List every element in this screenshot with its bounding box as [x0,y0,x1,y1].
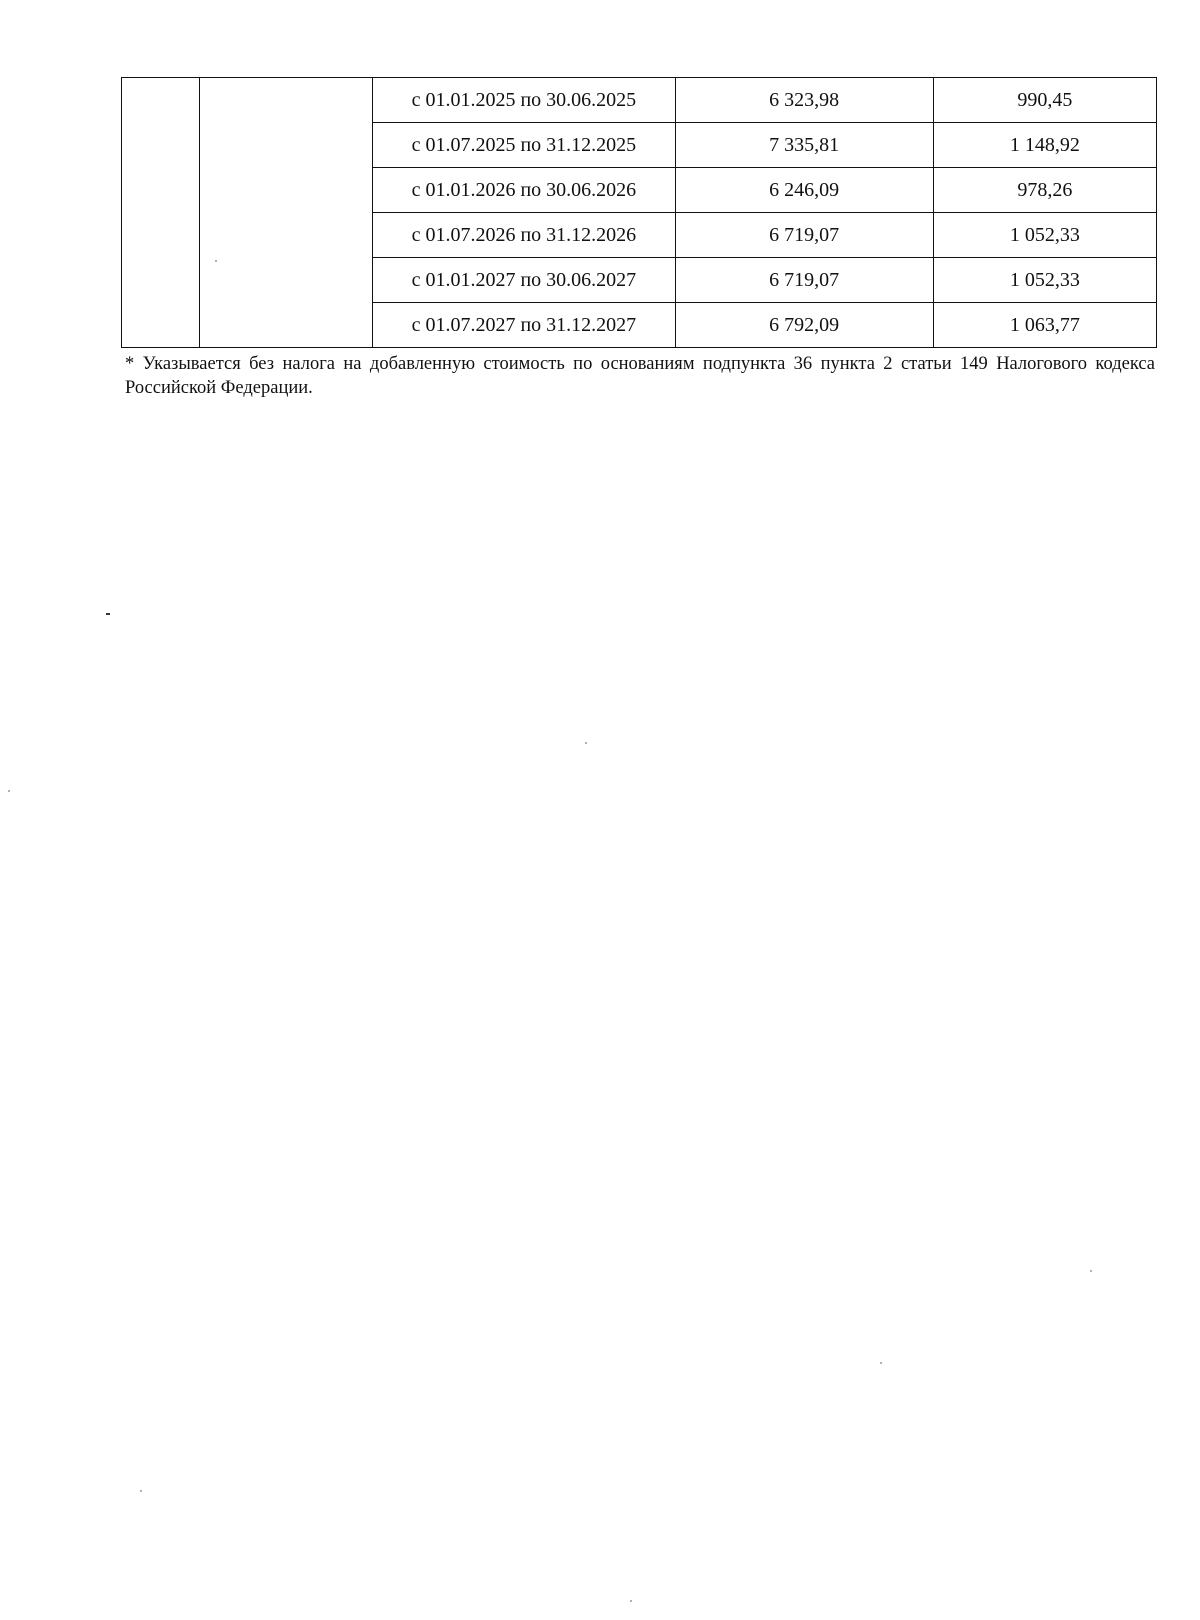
value-cell: 978,26 [933,168,1156,213]
tariff-table [121,77,1157,348]
merged-cell-name [200,78,373,348]
period-cell: с 01.07.2026 по 31.12.2026 [373,213,675,258]
scan-speck [1090,1270,1092,1272]
footnote: * Указывается без налога на добавленную стоимость по основаниям подпункта 36 пункта 2 статьи 149 Налогового кодекса Российской Федерации. [125,354,1155,398]
value-cell: 1 052,33 [933,258,1156,303]
scan-speck [880,1362,882,1364]
value-cell: 6 246,09 [675,168,933,213]
table-row [122,78,1157,123]
value-cell: 6 719,07 [675,213,933,258]
scan-speck [106,613,110,615]
period-cell: с 01.01.2025 по 30.06.2025 [373,78,675,123]
merged-cell-number [122,78,200,348]
value-cell: 1 148,92 [933,123,1156,168]
value-cell: 6 719,07 [675,258,933,303]
scan-speck [585,742,587,744]
period-cell: с 01.01.2026 по 30.06.2026 [373,168,675,213]
scan-speck [215,260,217,262]
scan-speck [8,790,10,792]
period-cell: с 01.01.2027 по 30.06.2027 [373,258,675,303]
value-cell: 990,45 [933,78,1156,123]
value-cell: 1 063,77 [933,303,1156,348]
scan-speck [630,1600,632,1602]
value-cell: 1 052,33 [933,213,1156,258]
value-cell: 7 335,81 [675,123,933,168]
scan-speck [140,1490,142,1492]
period-cell: с 01.07.2027 по 31.12.2027 [373,303,675,348]
period-cell: с 01.07.2025 по 31.12.2025 [373,123,675,168]
value-cell: 6 323,98 [675,78,933,123]
value-cell: 6 792,09 [675,303,933,348]
